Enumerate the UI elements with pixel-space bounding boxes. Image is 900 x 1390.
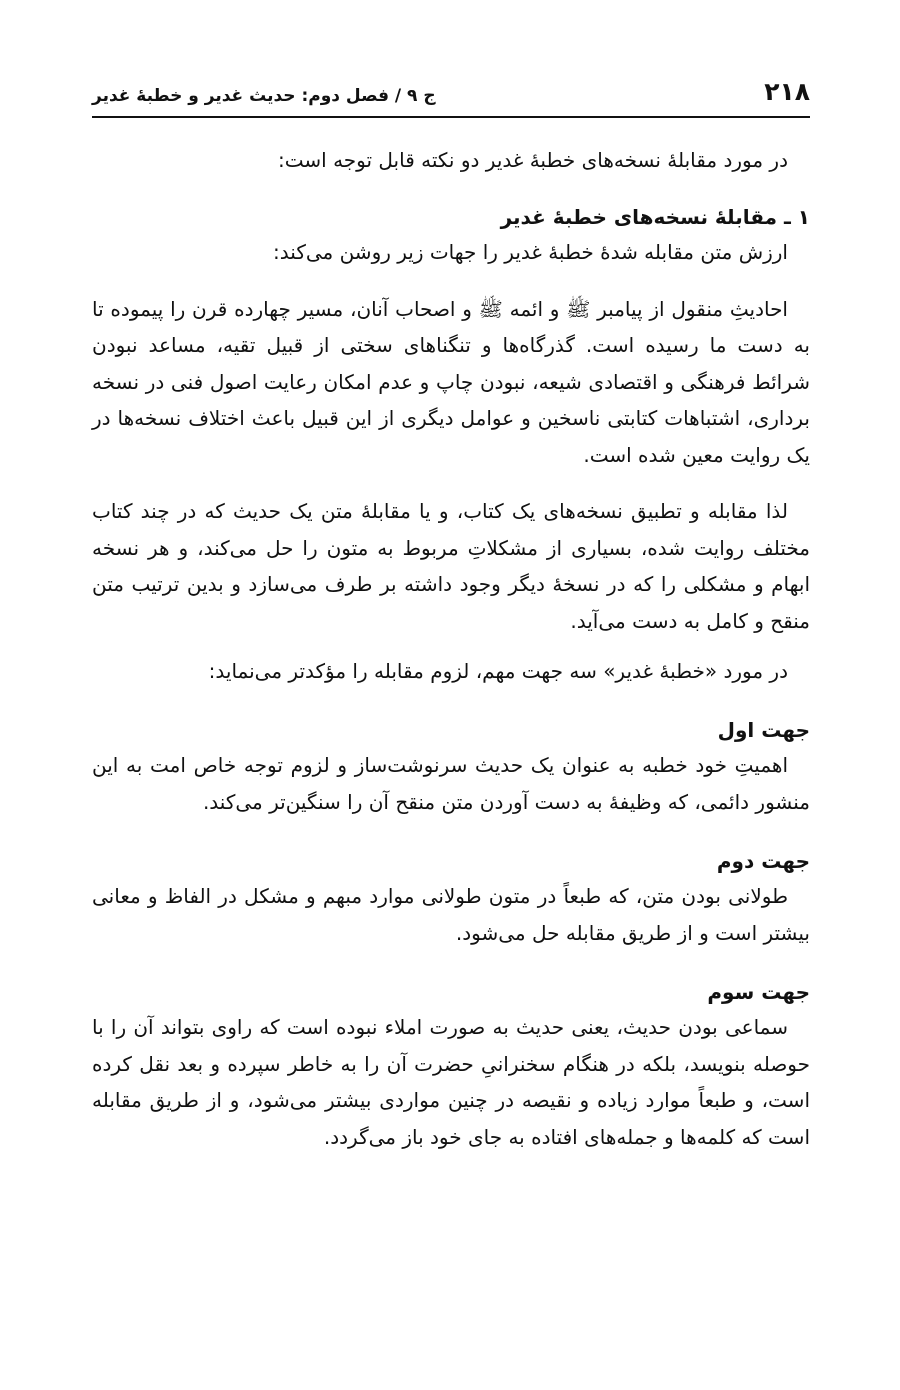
body-paragraph-1: احادیثِ منقول از پیامبر ﷺ و ائمه ﷺ و اصحاب آنان، مسیر چهارده قرن را پیموده تا به دست ما رسیده است. گذرگاه‌ها و تنگناهای سختی از قبیل تقیه، مساعد نبودن شرائط فرهنگی و اقتصادی شیعه، نبودن چاپ و عدم امکان رعایت اصول فنی در نسخه برداری، اشتباهات کتابتی ناسخین و عوامل دیگری از این قبیل باعث اختلاف نسخه‌ها در یک روایت معین شده است. [92,296,810,467]
page-number: ۲۱۸ [764,77,810,106]
aspect-text-3: سماعی بودن حدیث، یعنی حدیث به صورت املاء نبوده است که راوی بتواند آن را با حوصله بنویسد، بلکه در هنگام سخنرانیِ حضرت آن را به خاطر سپرده و بعد نقل کرده است، و طبعاً موارد زیاده و نقیصه در چنین مواردی بیشتر می‌شود، و از طریق مقابله است که کلمه‌ها و جمله‌های افتاده به جای خود باز می‌گردد. [92,1015,810,1149]
aspect-text-2: طولانی بودن متن، که طبعاً در متون طولانی موارد مبهم و مشکل در الفاظ و معانی بیشتر است و از طریق مقابله حل می‌شود. [92,884,810,945]
aspect-heading-1: جهت اول [717,718,810,742]
document-page [92,62,810,1155]
body-paragraph-2: لذا مقابله و تطبیق نسخه‌های یک کتاب، و یا مقابلهٔ متن یک حدیث که در چند کتاب مختلف روایت شده، بسیاری از مشکلاتِ مربوط به متون را حل می‌کند، و هر نسخه ابهام و مشکلی را که در نسخهٔ دیگر وجود داشته بر طرف می‌سازد و بدین ترتیب متن منقح و کامل به دست می‌آید. [92,499,810,633]
aspect-text-1: اهمیتِ خود خطبه به عنوان یک حدیث سرنوشت‌ساز و لزوم توجه خاص امت به این منشور دائمی، که وظیفهٔ به دست آوردن متن منقح آن را سنگین‌تر می‌کند. [92,753,810,814]
aspects-intro: در مورد «خطبهٔ غدیر» سه جهت مهم، لزوم مقابله را مؤکدتر می‌نماید: [208,659,788,683]
running-header [92,62,810,118]
section-heading-1: ۱ ـ مقابلهٔ نسخه‌های خطبهٔ غدیر [500,205,810,229]
aspect-heading-2: جهت دوم [716,849,810,873]
intro-paragraph: در مورد مقابلهٔ نسخه‌های خطبهٔ غدیر دو نکته قابل توجه است: [278,148,788,172]
section-lead: ارزش متن مقابله شدهٔ خطبهٔ غدیر را جهات زیر روشن می‌کند: [273,240,788,264]
aspect-heading-3: جهت سوم [707,980,810,1004]
running-header-title: ج ۹ / فصل دوم: حدیث غدیر و خطبهٔ غدیر [92,86,436,106]
